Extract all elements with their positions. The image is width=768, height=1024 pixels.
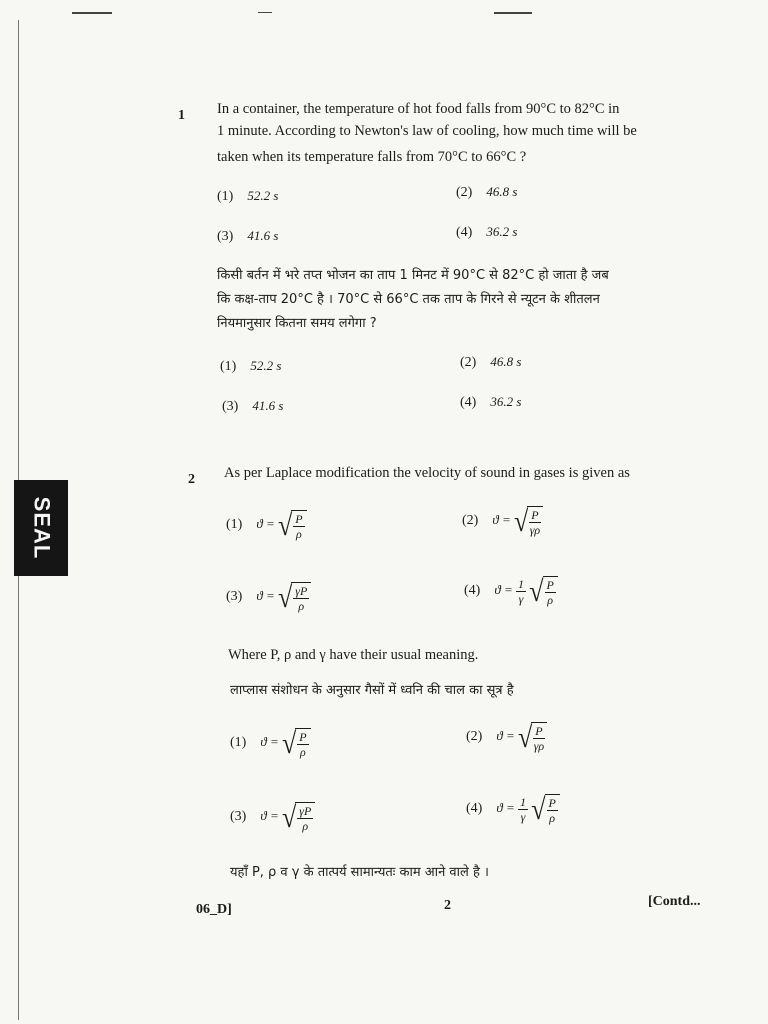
q1-hi-option-2: (2) 46.8 s <box>460 354 522 370</box>
radicand <box>545 794 560 825</box>
scan-mark <box>494 12 532 14</box>
square-root <box>278 582 311 613</box>
velocity-formula <box>260 800 315 834</box>
question-1-hi-line: कि कक्ष-ताप 20°C है । 70°C से 66°C तक ताप के गिरने से न्यूटन के शीतलन <box>217 292 600 307</box>
continued-label: [Contd... <box>648 894 701 909</box>
question-1-hi-line: किसी बर्तन में भरे तप्त भोजन का ताप 1 मिनट में 90°C से 82°C हो जाता है जब <box>217 268 609 283</box>
formula-lhs: ϑ = <box>496 728 518 744</box>
radicand-fraction-numerator: P <box>295 512 303 526</box>
question-2-text-hi: लाप्लास संशोधन के अनुसार गैसों में ध्वनि की चाल का सूत्र है <box>230 683 514 698</box>
radical-sign: √ <box>513 504 529 538</box>
radicand <box>291 582 311 613</box>
square-root <box>531 794 560 825</box>
square-root <box>282 802 315 833</box>
radicand-fraction-denominator: ρ <box>302 819 309 833</box>
coefficient-fraction-numerator: 1 <box>517 577 524 591</box>
q2-hi-option-4 <box>466 794 560 825</box>
formula-lhs: ϑ = <box>496 800 518 816</box>
square-root <box>514 506 543 537</box>
radicand <box>527 506 542 537</box>
option-number: (2) <box>466 729 483 745</box>
q1-en-option-3: (3) 41.6 s <box>217 228 279 244</box>
square-root <box>529 576 558 607</box>
radical-sign: √ <box>277 508 293 542</box>
q2-hi-option-1 <box>230 728 311 759</box>
question-2-note-hi: यहाँ P, ρ व γ के तात्पर्य सामान्यतः काम आने वाले है । <box>230 865 489 880</box>
page-number: 2 <box>444 898 451 913</box>
formula-lhs: ϑ = <box>260 734 282 750</box>
option-number: (1) <box>226 517 243 533</box>
radical-sign: √ <box>281 726 297 760</box>
q1-hi-option-3: (3) 41.6 s <box>222 398 284 414</box>
question-2-text-en: As per Laplace modification the velocity of sound in gases is given as <box>224 465 630 481</box>
question-1-line: taken when its temperature falls from 70°C to 66°C ? <box>217 149 527 165</box>
radicand-fraction <box>545 578 556 607</box>
radicand <box>531 722 546 753</box>
footer-code: 06_D] <box>196 902 232 917</box>
radicand-fraction <box>297 730 308 759</box>
radicand-fraction-numerator: P <box>535 724 543 738</box>
option-number: (4) <box>466 801 483 817</box>
q1-en-option-1: (1) 52.2 s <box>217 188 279 204</box>
question-1-hi-line: नियमानुसार कितना समय लगेगा ? <box>217 316 377 331</box>
scan-mark <box>258 12 272 13</box>
radicand-fraction <box>533 724 544 753</box>
radicand-fraction <box>529 508 540 537</box>
radicand-fraction-denominator: ρ <box>298 599 305 613</box>
radicand <box>295 728 310 759</box>
radicand-fraction-denominator: γρ <box>529 523 541 537</box>
q2-hi-option-3 <box>230 802 315 833</box>
radicand-fraction-numerator: P <box>548 796 556 810</box>
option-number: (2) <box>462 513 479 529</box>
question-2-note-en: Where P, ρ and γ have their usual meaning. <box>228 647 479 663</box>
q2-hi-option-2 <box>466 722 547 753</box>
option-number: (1) <box>230 735 247 751</box>
radicand-fraction <box>293 512 304 541</box>
square-root <box>278 510 307 541</box>
radicand-fraction <box>547 796 558 825</box>
question-1-text-en <box>217 98 697 168</box>
velocity-formula <box>494 574 558 608</box>
velocity-formula <box>496 792 560 826</box>
radical-sign: √ <box>517 720 533 754</box>
radical-sign: √ <box>529 574 544 608</box>
formula-lhs: ϑ = <box>256 516 278 532</box>
question-1-line: 1 minute. According to Newton's law of cooling, how much time will be <box>217 123 637 139</box>
radicand-fraction-denominator: ρ <box>296 527 302 541</box>
q2-en-option-4 <box>464 576 558 607</box>
radicand-fraction <box>293 584 309 613</box>
square-root <box>282 728 311 759</box>
velocity-formula <box>256 508 306 542</box>
radicand-fraction-numerator: P <box>531 508 539 522</box>
velocity-formula <box>260 726 310 760</box>
radicand-fraction-numerator: γP <box>295 584 308 598</box>
scan-mark <box>72 12 112 14</box>
radical-sign: √ <box>281 800 297 834</box>
question-1-text-hi <box>217 264 697 336</box>
coefficient-fraction <box>516 577 526 606</box>
radicand-fraction-denominator: ρ <box>549 811 556 825</box>
square-root <box>518 722 547 753</box>
q1-en-option-2: (2) 46.8 s <box>456 184 518 200</box>
q1-hi-option-4: (4) 36.2 s <box>460 394 522 410</box>
radicand-fraction <box>297 804 313 833</box>
velocity-formula <box>256 580 311 614</box>
radicand <box>291 510 306 541</box>
coefficient-fraction-numerator: 1 <box>519 795 526 809</box>
q2-en-option-2 <box>462 506 543 537</box>
radicand-fraction-denominator: ρ <box>300 745 306 759</box>
question-2-number: 2 <box>188 472 195 487</box>
radicand-fraction-denominator: ρ <box>547 593 554 607</box>
question-1-line: In a container, the temperature of hot food falls from 90°C to 82°C in <box>217 101 620 117</box>
coefficient-fraction-denominator: γ <box>520 810 526 824</box>
radical-sign: √ <box>531 792 546 826</box>
q1-en-option-4: (4) 36.2 s <box>456 224 518 240</box>
radicand-fraction-numerator: P <box>546 578 554 592</box>
formula-lhs: ϑ = <box>260 808 282 824</box>
q2-en-option-1 <box>226 510 307 541</box>
radicand <box>543 576 558 607</box>
formula-lhs: ϑ = <box>494 582 516 598</box>
radicand <box>295 802 315 833</box>
radicand-fraction-numerator: P <box>299 730 307 744</box>
radical-sign: √ <box>277 580 293 614</box>
question-1-number: 1 <box>178 108 185 123</box>
coefficient-fraction-denominator: γ <box>518 592 524 606</box>
option-number: (3) <box>226 589 243 605</box>
radicand-fraction-numerator: γP <box>299 804 312 818</box>
q2-en-option-3 <box>226 582 311 613</box>
radicand-fraction-denominator: γρ <box>533 739 545 753</box>
coefficient-fraction <box>518 795 528 824</box>
option-number: (3) <box>230 809 247 825</box>
formula-lhs: ϑ = <box>256 588 278 604</box>
option-number: (4) <box>464 583 481 599</box>
q1-hi-option-1: (1) 52.2 s <box>220 358 282 374</box>
seal-stamp: SEAL <box>14 480 68 576</box>
formula-lhs: ϑ = <box>492 512 514 528</box>
